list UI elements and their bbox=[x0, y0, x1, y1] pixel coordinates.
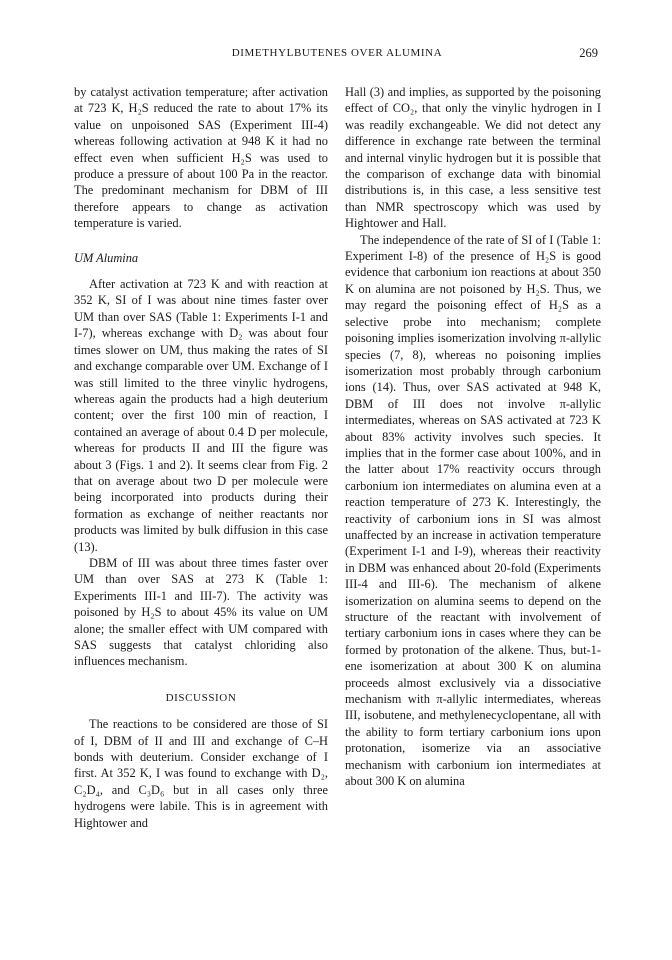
paragraph: After activation at 723 K and with reaction at 352 K, SI of I was about nine times faster over UM than over SAS (Table 1: Experiments I-1 and I-7), whereas exchange with D₂ was about four times slower on UM, thus making the rates of SI and exchange comparable over UM. Exchange of I was still limited to the three vinylic hydrogens, whereas again the products had a high deuterium content; over the first 100 min of reaction, I contained an average of about 0.4 D per molecule, whereas for products II and III the figure was about 3 (Figs. 1 and 2). It seems clear from Fig. 2 that on average about two D per molecule were being incorporated into products during their formation as exchange of neither reactants nor products was limited by bulk diffusion in this case (13). bbox=[74, 277, 328, 554]
paragraph: DBM of III was about three times faster over UM than over SAS at 273 K (Table 1: Experiments III-1 and III-7). The activity was poisoned by H₂S to about 45% its value on UM alone; the smaller effect with UM compared with SAS suggests that catalyst chloriding also influences mechanism. bbox=[74, 555, 328, 669]
paragraph: The reactions to be considered are those of SI of I, DBM of II and III and exchange of C–H bonds with deuterium. Consider exchange of I first. At 352 K, I was found to exchange with D₂, C₂D₄, and C₃D₆ but in all cases only three hydrogens were labile. This is in agreement with Hightower and bbox=[74, 717, 328, 830]
page-header bbox=[72, 47, 602, 67]
paragraph: The independence of the rate of SI of I (Table 1: Experiment I-8) of the presence of H₂S is good evidence that carbonium ion reactions at about 350 K on alumina are not poisoned by H₂S. Thus, we may regard the poisoning effect of H₂S as a selective probe into mechanism; complete poisoning implies isomerization involving π-allylic species (7, 8), whereas no poisoning implies isomerization most probably through carbonium ions (14). Thus, over SAS activated at 948 K, DBM of III does not involve π-allylic intermediates, whereas on SAS activated at 723 K about 83% activity involves such species. It implies that in the former case about 100%, and in the latter about 17% reactivity occurs through carbonium ion intermediates on alumina even at a reaction temperature of 273 K. Interestingly, the reactivity of carbonium ions in SI was almost unaffected by an increase in activation temperature (Experiment I-1 and I-9), whereas their reactivity in DBM was enhanced about 20-fold (Experiments III-4 and III-6). The mechanism of alkene isomerization on alumina seems to depend on the structure of the reactant with involvement of tertiary carbonium ions in cases where they can be formed by protonation of the alkene. Thus, but-1-ene isomerization at about 300 K on alumina proceeds almost exclusively via a dissociative mechanism with π-allylic intermediates, whereas III, isobutene, and methylenecyclopentane, all with the ability to form tertiary carbonium ions upon protonation, isomerize via an associative mechanism with carbonium ion intermediates at about 300 K on alumina bbox=[345, 232, 601, 789]
paragraph: Hall (3) and implies, as supported by the poisoning effect of CO₂, that only the vinylic hydrogen in I was readily exchangeable. We did not detect any difference in exchange rate between the terminal and internal vinylic hydrogen but it is possible that the comparison of exchange data with binomial distributions is, in this case, a less sensitive test than NMR spectroscopy which was used by Hightower and Hall. bbox=[345, 85, 601, 231]
section-heading-discussion: DISCUSSION bbox=[165, 691, 237, 704]
right-column bbox=[345, 84, 601, 789]
paragraph: by catalyst activation temperature; after activation at 723 K, H₂S reduced the rate to about 17% its value on unpoisoned SAS (Experiment III-4) whereas following activation at 948 K it had no effect even when sufficient H₂S was used to produce a pressure of about 100 Pa in the reactor. The predominant mechanism for DBM of III therefore appears to change as activation temperature is varied. bbox=[74, 85, 328, 231]
left-column bbox=[74, 84, 328, 831]
page-number: 269 bbox=[579, 46, 598, 60]
section-heading-um-alumina: UM Alumina bbox=[74, 250, 139, 265]
running-title: DIMETHYLBUTENES OVER ALUMINA bbox=[231, 47, 443, 59]
